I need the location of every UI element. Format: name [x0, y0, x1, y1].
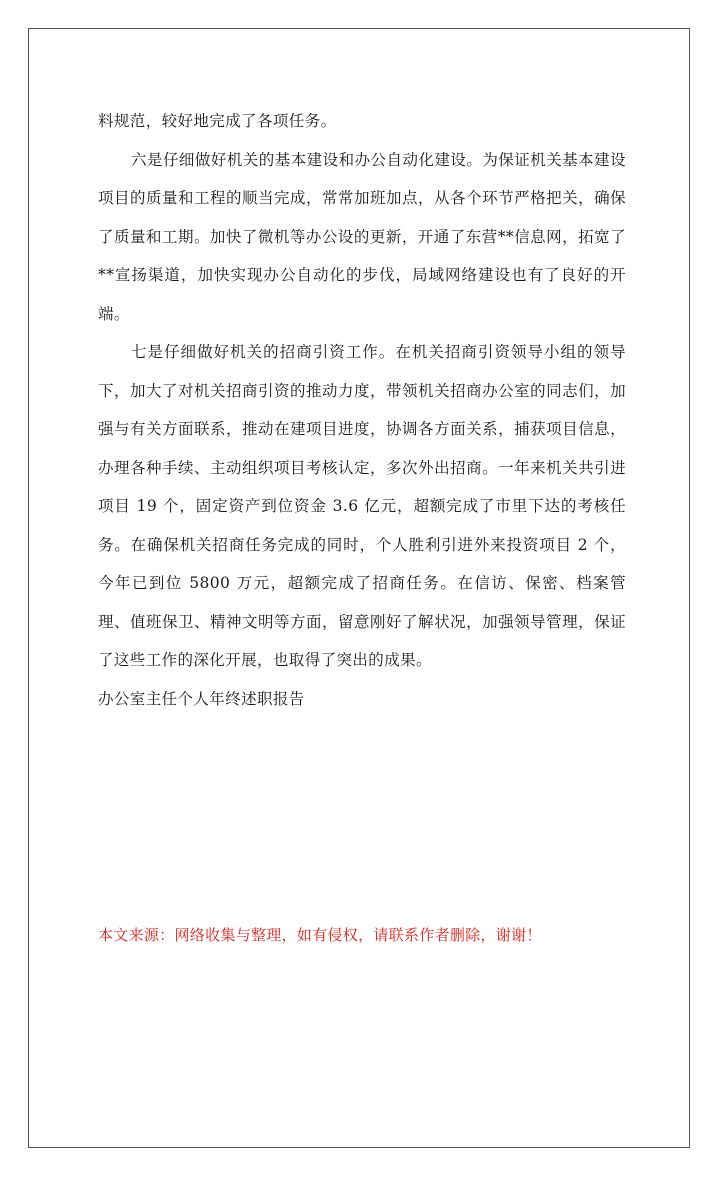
paragraph-item-six: 六是仔细做好机关的基本建设和办公自动化建设。为保证机关基本建设项目的质量和工程的顺当完成，常常加班加点，从各个环节严格把关，确保了质量和工期。加快了微机等办公设的更新，开通了东营**信息网，拓宽了**宣扬渠道，加快实现办公自动化的步伐，局域网络建设也有了良好的开端。	[98, 150, 626, 323]
paragraph-continuation: 料规范，较好地完成了各项任务。	[98, 112, 337, 130]
document-body	[98, 102, 626, 718]
paragraph-item-seven: 七是仔细做好机关的招商引资工作。在机关招商引资领导小组的领导下，加大了对机关招商引资的推动力度，带领机关招商办公室的同志们，加强与有关方面联系，推动在建项目进度，协调各方面关系，捕获项目信息，办理各种手续、主动组织项目考核认定，多次外出招商。一年来机关共引进项目 19 个，固定资产到位资金 3.6 亿元，超额完成了市里下达的考核任务。在确保机关招商任务完成的同时，个人胜利引进外来投资项目 2 个，今年已到位 5800 万元，超额完成了招商任务。在信访、保密、档案管理、值班保卫、精神文明等方面，留意刚好了解状况，加强领导管理，保证了这些工作的深化开展，也取得了突出的成果。	[98, 343, 626, 669]
source-note: 本文来源：网络收集与整理，如有侵权，请联系作者删除，谢谢！	[98, 926, 542, 944]
report-title: 办公室主任个人年终述职报告	[98, 689, 305, 708]
